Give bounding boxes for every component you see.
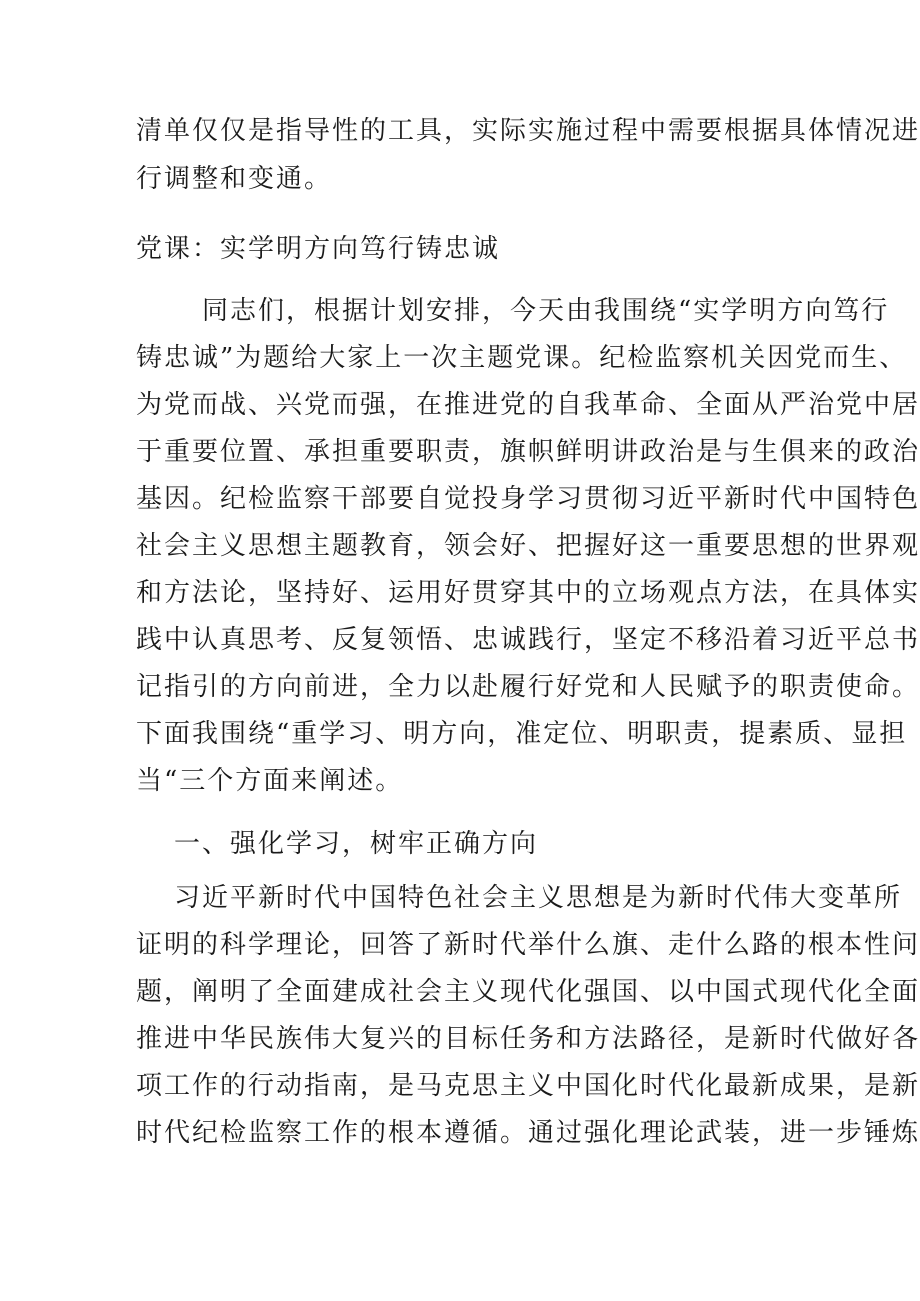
paragraph-line: 推进中华民族伟大复兴的目标任务和方法路径，是新时代做好各	[136, 1024, 920, 1054]
section-heading: 一、强化学习，树牢正确方向	[174, 829, 539, 859]
paragraph-line: 于重要位置、承担重要职责，旗帜鲜明讲政治是与生俱来的政治	[136, 437, 920, 467]
paragraph-line: 记指引的方向前进，全力以赴履行好党和人民赋予的职责使命。	[136, 672, 920, 702]
paragraph-line: 下面我围绕“重学习、明方向，准定位、明职责，提素质、显担	[136, 719, 908, 749]
paragraph-line: 题，阐明了全面建成社会主义现代化强国、以中国式现代化全面	[136, 977, 920, 1007]
lesson-title: 党课：实学明方向笃行铸忠诚	[136, 234, 501, 264]
paragraph-line: 社会主义思想主题教育，领会好、把握好这一重要思想的世界观	[136, 531, 920, 561]
paragraph-line: 践中认真思考、反复领悟、忠诚践行，坚定不移沿着习近平总书	[136, 625, 920, 655]
intro-line: 清单仅仅是指导性的工具，实际实施过程中需要根据具体情况进	[136, 116, 920, 146]
paragraph-line: 同志们，根据计划安排，今天由我围绕“实学明方向笃行	[202, 296, 890, 326]
paragraph-line: 项工作的行动指南，是马克思主义中国化时代化最新成果，是新	[136, 1071, 920, 1101]
paragraph-line: 铸忠诚”为题给大家上一次主题党课。纪检监察机关因党而生、	[136, 343, 908, 373]
paragraph-line: 时代纪检监察工作的根本遵循。通过强化理论武装，进一步锤炼	[136, 1118, 920, 1148]
paragraph-line: 当“三个方面来阐述。	[136, 766, 404, 796]
paragraph-line: 习近平新时代中国特色社会主义思想是为新时代伟大变革所	[174, 883, 903, 913]
paragraph-line: 为党而战、兴党而强，在推进党的自我革命、全面从严治党中居	[136, 390, 920, 420]
paragraph-line: 和方法论，坚持好、运用好贯穿其中的立场观点方法，在具体实	[136, 578, 920, 608]
intro-line: 行调整和变通。	[136, 164, 333, 194]
paragraph-line: 基因。纪检监察干部要自觉投身学习贯彻习近平新时代中国特色	[136, 484, 920, 514]
paragraph-line: 证明的科学理论，回答了新时代举什么旗、走什么路的根本性问	[136, 930, 920, 960]
